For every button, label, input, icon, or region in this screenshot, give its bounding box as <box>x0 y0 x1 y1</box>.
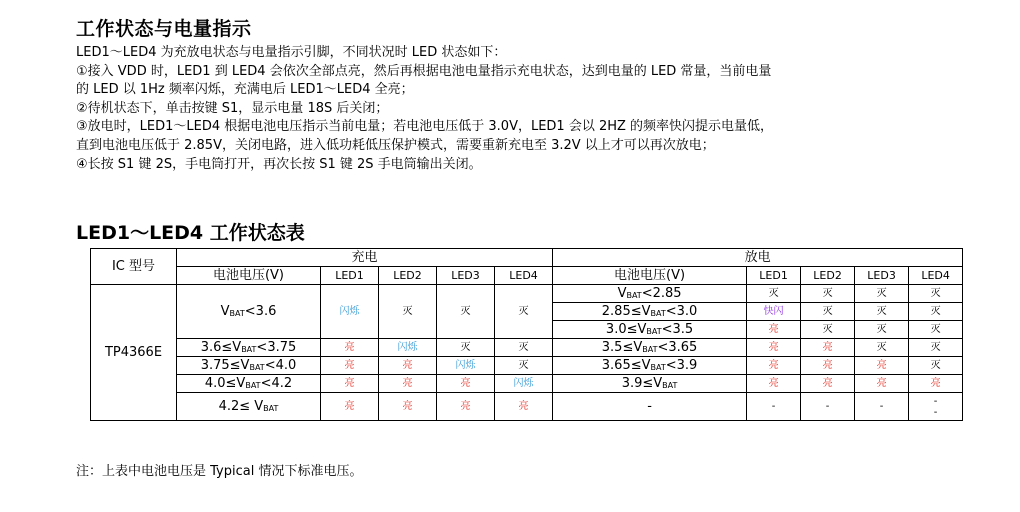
led-state-cell: 灭 <box>855 303 909 321</box>
voltage-prefix: 3.65≤V <box>601 357 651 373</box>
led-state-cell: - <box>855 393 909 421</box>
led-state-cell: 亮 <box>747 321 801 339</box>
led-state-cell: 亮 <box>321 357 379 375</box>
voltage-suffix: <3.9 <box>665 357 698 373</box>
intro-line: ②待机状态下，单击按键 S1，显示电量 18S 后关闭； <box>76 100 389 116</box>
led-state-cell: 亮 <box>495 393 553 421</box>
led-state-cell: 灭 <box>909 303 963 321</box>
discharge-group-header: 放电 <box>553 249 963 267</box>
voltage-cell <box>553 375 747 393</box>
led-state-cell: 灭 <box>909 321 963 339</box>
voltage-suffix: <4.0 <box>264 357 297 373</box>
voltage-cell <box>177 375 321 393</box>
charge-led-header: LED3 <box>437 267 495 285</box>
table-row <box>91 357 963 375</box>
led-state-cell: 亮 <box>801 357 855 375</box>
led-state-cell: 闪烁 <box>437 357 495 375</box>
led-state-cell: 灭 <box>379 285 437 339</box>
led-status-table <box>90 248 963 421</box>
led-state-cell: 闪烁 <box>379 339 437 357</box>
led-state-cell: 亮 <box>747 357 801 375</box>
voltage-subscript: BAT <box>241 344 257 354</box>
led-state-cell: 灭 <box>801 285 855 303</box>
intro-line: LED1～LED4 为充放电状态与电量指示引脚，不同状况时 LED 状态如下： <box>76 45 507 60</box>
intro-line: ③放电时，LED1～LED4 根据电池电压指示当前电量；若电池电压低于 3.0V，LED1 会以 2HZ 的频率快闪提示电量低， <box>76 119 774 135</box>
voltage-cell <box>553 285 747 303</box>
led-state-cell: 亮 <box>321 375 379 393</box>
intro-paragraph <box>76 44 976 174</box>
voltage-prefix: 3.6≤V <box>200 339 242 355</box>
voltage-subscript: BAT <box>263 403 279 413</box>
voltage-suffix: <2.85 <box>641 285 682 301</box>
voltage-cell <box>553 393 747 421</box>
table-row <box>91 393 963 421</box>
led-state-cell: 灭 <box>909 285 963 303</box>
voltage-cell <box>553 357 747 375</box>
led-state-cell: 亮 <box>379 357 437 375</box>
voltage-prefix: 4.2≤ V <box>218 398 264 414</box>
charge-group-header: 充电 <box>177 249 553 267</box>
voltage-subscript: BAT <box>650 362 666 372</box>
voltage-prefix: V <box>617 285 627 301</box>
led-state-cell: 亮 <box>379 375 437 393</box>
led-state-cell: 亮 <box>855 375 909 393</box>
led-state-cell: 闪烁 <box>321 285 379 339</box>
voltage-cell <box>553 303 747 321</box>
voltage-prefix: 3.75≤V <box>200 357 250 373</box>
led-state-cell: 灭 <box>855 321 909 339</box>
led-state-cell: 亮 <box>379 393 437 421</box>
section-title: 工作状态与电量指示 <box>76 18 252 40</box>
intro-line: ①接入 VDD 时，LED1 到 LED4 会依次全部点亮，然后再根据电池电量指示充电状态，达到电量的 LED 常量，当前电量 <box>76 63 772 79</box>
table-row <box>91 285 963 303</box>
voltage-cell <box>177 357 321 375</box>
voltage-cell <box>177 339 321 357</box>
footnote: 注：上表中电池电压是 Typical 情况下标准电压。 <box>76 464 363 479</box>
voltage-subscript: BAT <box>229 308 245 318</box>
charge-led-header: LED4 <box>495 267 553 285</box>
discharge-led-header: LED1 <box>747 267 801 285</box>
voltage-subscript: BAT <box>642 344 658 354</box>
voltage-cell <box>553 321 747 339</box>
led-state-cell: 亮 <box>437 375 495 393</box>
led-state-cell: 灭 <box>855 339 909 357</box>
led-state-cell: 灭 <box>909 357 963 375</box>
charge-led-header: LED2 <box>379 267 437 285</box>
ic-header-cell: IC 型号 <box>91 249 177 285</box>
led-state-cell: 灭 <box>437 339 495 357</box>
voltage-subscript: BAT <box>650 308 666 318</box>
intro-line: 直到电池电压低于 2.85V，关闭电路，进入低功耗低压保护模式，需要重新充电至 3.2V 以上才可以再次放电； <box>76 137 715 153</box>
led-state-cell: 亮 <box>321 393 379 421</box>
voltage-suffix: <3.6 <box>244 303 277 319</box>
voltage-subscript: BAT <box>662 380 678 390</box>
ic-model-cell: TP4366E <box>91 285 177 421</box>
led-state-cell: 亮 <box>801 339 855 357</box>
discharge-led-header: LED4 <box>909 267 963 285</box>
led-state-cell: 亮 <box>855 357 909 375</box>
voltage-subscript: BAT <box>245 380 261 390</box>
voltage-prefix: V <box>220 303 230 319</box>
led-state-cell: 灭 <box>801 321 855 339</box>
led-state-cell: 灭 <box>495 357 553 375</box>
voltage-suffix: <3.5 <box>661 321 694 337</box>
table-row <box>91 375 963 393</box>
discharge-voltage-header: 电池电压(V) <box>553 267 747 285</box>
led-state-cell: 快闪 <box>747 303 801 321</box>
led-state-cell: 灭 <box>801 303 855 321</box>
led-state-cell: 亮 <box>321 339 379 357</box>
led-state-cell: 亮 <box>747 375 801 393</box>
voltage-cell <box>177 285 321 339</box>
intro-line: 的 LED 以 1Hz 频率闪烁，充满电后 LED1～LED4 全亮； <box>76 82 414 98</box>
voltage-prefix: 4.0≤V <box>204 375 246 391</box>
table-title: LED1～LED4 工作状态表 <box>76 222 305 244</box>
intro-line: ④长按 S1 键 2S，手电筒打开，再次长按 S1 键 2S 手电筒输出关闭。 <box>76 156 482 172</box>
voltage-suffix: <3.75 <box>256 339 297 355</box>
led-state-cell: 灭 <box>495 285 553 339</box>
led-state-cell: 灭 <box>495 339 553 357</box>
led-state-cell: 灭 <box>855 285 909 303</box>
led-state-cell: 灭 <box>747 285 801 303</box>
voltage-subscript: BAT <box>646 326 662 336</box>
led-state-cell: - <box>801 393 855 421</box>
charge-led-header: LED1 <box>321 267 379 285</box>
voltage-prefix: 3.5≤V <box>601 339 643 355</box>
led-state-cell: 亮 <box>909 375 963 393</box>
led-state-cell: - - <box>909 393 963 421</box>
voltage-prefix: 3.9≤V <box>621 375 663 391</box>
voltage-cell <box>177 393 321 421</box>
led-state-cell: 亮 <box>801 375 855 393</box>
led-state-cell: 闪烁 <box>495 375 553 393</box>
led-state-cell: - <box>747 393 801 421</box>
voltage-prefix: - <box>647 398 652 414</box>
led-state-cell: 亮 <box>437 393 495 421</box>
voltage-prefix: 2.85≤V <box>601 303 651 319</box>
led-state-cell: 亮 <box>747 339 801 357</box>
voltage-suffix: <3.65 <box>657 339 698 355</box>
charge-voltage-header: 电池电压(V) <box>177 267 321 285</box>
voltage-subscript: BAT <box>249 362 265 372</box>
voltage-subscript: BAT <box>626 290 642 300</box>
led-state-cell: 灭 <box>909 339 963 357</box>
table-row <box>91 339 963 357</box>
discharge-led-header: LED3 <box>855 267 909 285</box>
voltage-suffix: <4.2 <box>260 375 293 391</box>
voltage-suffix: <3.0 <box>665 303 698 319</box>
voltage-cell <box>553 339 747 357</box>
discharge-led-header: LED2 <box>801 267 855 285</box>
led-state-cell: 灭 <box>437 285 495 339</box>
voltage-prefix: 3.0≤V <box>605 321 647 337</box>
